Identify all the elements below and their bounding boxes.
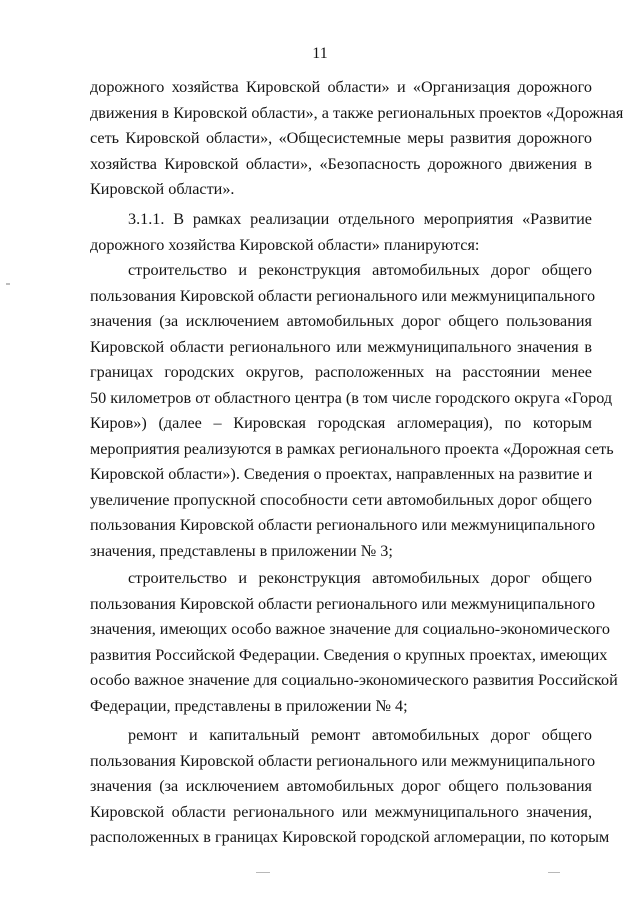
text-line: Федерации, представлены в приложении № 4; xyxy=(90,696,408,715)
text-line: увеличение пропускной способности сети автомобильных дорог общего xyxy=(90,490,592,509)
text-line: мероприятия реализуются в рамках регионального проекта «Дорожная сеть xyxy=(90,439,614,458)
text-line: движения в Кировской области», а также региональных проектов «Дорожная xyxy=(90,103,624,122)
text-line: дорожного хозяйства Кировской области» планируются: xyxy=(90,235,480,254)
scan-artifact xyxy=(6,283,10,285)
paragraph-3-1-1 xyxy=(90,207,592,258)
text-line: дорожного хозяйства Кировской области» и «Организация дорожного xyxy=(90,78,592,96)
paragraph-construction-regional xyxy=(90,258,614,564)
text-line: 3.1.1. В рамках реализации отдельного мероприятия «Развитие xyxy=(128,210,592,228)
scan-artifact xyxy=(256,872,270,873)
text-line: Кировской области регионального или межмуниципального значения, xyxy=(90,802,592,821)
paragraph-1 xyxy=(90,75,624,203)
text-line: значения, представлены в приложении № 3; xyxy=(90,541,393,560)
text-line: ремонт и капитальный ремонт автомобильных дорог общего xyxy=(128,726,592,744)
paragraph-repair xyxy=(90,723,610,851)
text-line: 50 километров от областного центра (в том числе городского округа «Город xyxy=(90,388,613,407)
text-line: развития Российской Федерации. Сведения о крупных проектах, имеющих xyxy=(90,645,608,664)
text-line: пользования Кировской области регионального или межмуниципального xyxy=(90,594,596,613)
text-line: расположенных в границах Кировской городской агломерации, по которым xyxy=(90,828,610,846)
text-line: пользования Кировской области регионального или межмуниципального xyxy=(90,286,596,305)
text-line: строительство и реконструкция автомобильных дорог общего xyxy=(128,569,592,587)
text-line: строительство и реконструкция автомобильных дорог общего xyxy=(128,261,592,279)
text-line: значения (за исключением автомобильных дорог общего пользования xyxy=(90,777,592,795)
text-line: пользования Кировской области регионального или межмуниципального xyxy=(90,751,596,770)
scan-artifact xyxy=(548,872,560,873)
text-line: Кировской области»). Сведения о проектах, направленных на развитие и xyxy=(90,465,593,483)
text-line: пользования Кировской области регионального или межмуниципального xyxy=(90,516,596,534)
text-line: особо важное значение для социально-экономического развития Российской xyxy=(90,671,618,689)
page-number: 11 xyxy=(312,45,328,62)
text-line: границах городских округов, расположенных на расстоянии менее xyxy=(90,363,592,381)
text-line: сеть Кировской области», «Общесистемные меры развития дорожного xyxy=(90,129,592,147)
paragraph-construction-federal xyxy=(90,566,618,719)
text-line: хозяйства Кировской области», «Безопасность дорожного движения в xyxy=(90,154,592,173)
text-line: значения, имеющих особо важное значение для социально-экономического xyxy=(90,620,611,638)
text-line: значения (за исключением автомобильных дорог общего пользования xyxy=(90,312,592,330)
text-line: Кировской области». xyxy=(90,180,235,198)
text-line: Киров») (далее – Кировская городская агломерация), по которым xyxy=(90,414,592,432)
text-line: Кировской области регионального или межмуниципального значения в xyxy=(90,337,592,356)
